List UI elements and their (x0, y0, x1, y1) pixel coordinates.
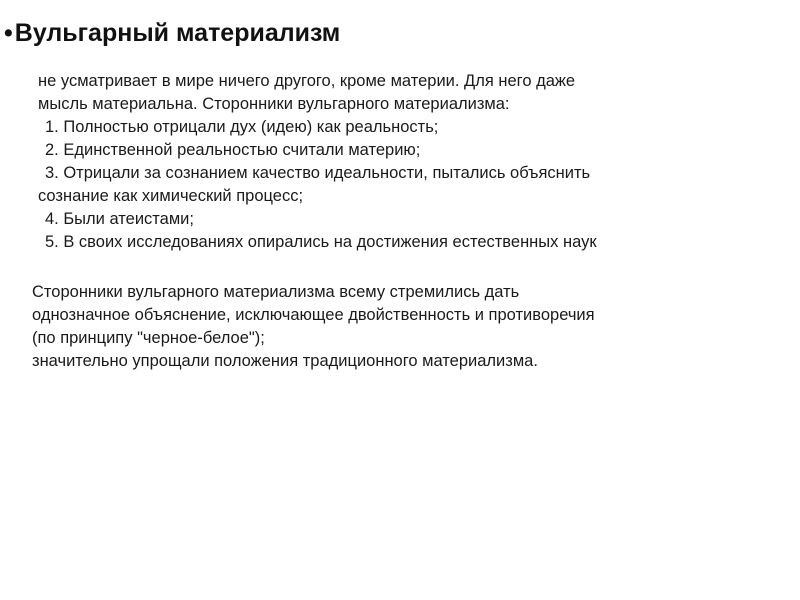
list-item (38, 208, 738, 231)
intro-line: не усматривает в мире ничего другого, кроме материи. Для него даже (38, 72, 576, 90)
list-item-text: 2. Единственной реальностью считали материю; (45, 141, 421, 159)
intro-line: мысль материальна. Сторонники вульгарного материализма: (38, 95, 510, 113)
list-item (38, 231, 738, 254)
list-item-text: 3. Отрицали за сознанием качество идеальности, пытались объяснить (45, 164, 591, 182)
points-list (38, 116, 738, 254)
title-bullet: • (4, 19, 13, 47)
definition-block (38, 70, 738, 254)
summary-line: однозначное объяснение, исключающее двойственность и противоречия (32, 306, 595, 324)
summary-block (32, 281, 752, 373)
list-item-text-continued: сознание как химический процесс; (38, 187, 304, 205)
list-item-text: 4. Были атеистами; (45, 210, 194, 228)
list-item-text: 1. Полностью отрицали дух (идею) как реальность; (45, 118, 439, 136)
summary-line: Сторонники вульгарного материализма всему стремились дать (32, 283, 520, 301)
list-item (38, 116, 738, 139)
summary-line: значительно упрощали положения традиционного материализма. (32, 352, 538, 370)
title-text: Вульгарный материализм (14, 19, 341, 47)
summary-line: (по принципу "черное-белое"); (32, 329, 265, 347)
list-item (38, 139, 738, 162)
list-item (38, 162, 738, 208)
slide-title (4, 18, 340, 48)
list-item-text: 5. В своих исследованиях опирались на достижения естественных наук (45, 233, 597, 251)
